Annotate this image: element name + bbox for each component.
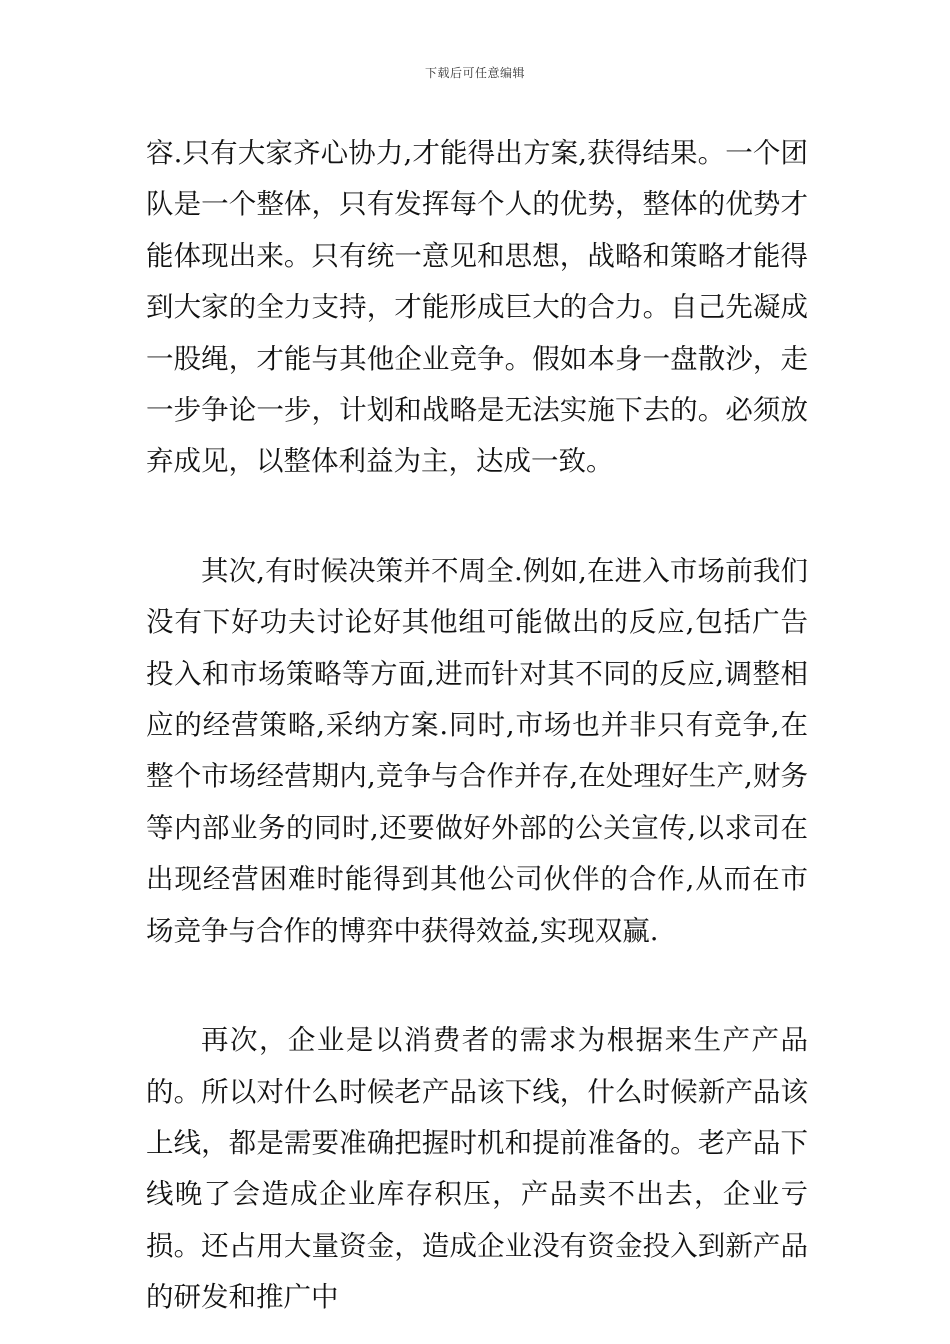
paragraph-gap xyxy=(146,957,808,1015)
paragraph-third: 再次，企业是以消费者的需求为根据来生产产品的。所以对什么时候老产品该下线，什么时候新产品该上线，都是需要准确把握时机和提前准备的。老产品下线晚了会造成企业库存积压，产品卖不出去，企业亏损。还占用大量资金，造成企业没有资金投入到新产品的研发和推广中 xyxy=(146,1024,808,1314)
page-header-note: 下载后可任意编辑 xyxy=(424,66,525,80)
document-body xyxy=(146,128,808,1324)
paragraph-gap xyxy=(146,488,808,546)
paragraph-continuation: 容.只有大家齐心协力,才能得出方案,获得结果。一个团队是一个整体，只有发挥每个人的优势，整体的优势才能体现出来。只有统一意见和思想，战略和策略才能得到大家的全力支持，才能形成巨大的合力。自己先凝成一股绳，才能与其他企业竞争。假如本身一盘散沙，走一步争论一步，计划和战略是无法实施下去的。必须放弃成见，以整体利益为主，达成一致。 xyxy=(146,137,808,478)
paragraph-second: 其次,有时候决策并不周全.例如,在进入市场前我们没有下好功夫讨论好其他组可能做出的反应,包括广告投入和市场策略等方面,进而针对其不同的反应,调整相应的经营策略,采纳方案.同时,市场也并非只有竞争,在整个市场经营期内,竞争与合作并存,在处理好生产,财务等内部业务的同时,还要做好外部的公关宣传,以求司在出现经营困难时能得到其他公司伙伴的合作,从而在市场竞争与合作的博弈中获得效益,实现双赢. xyxy=(146,554,808,947)
